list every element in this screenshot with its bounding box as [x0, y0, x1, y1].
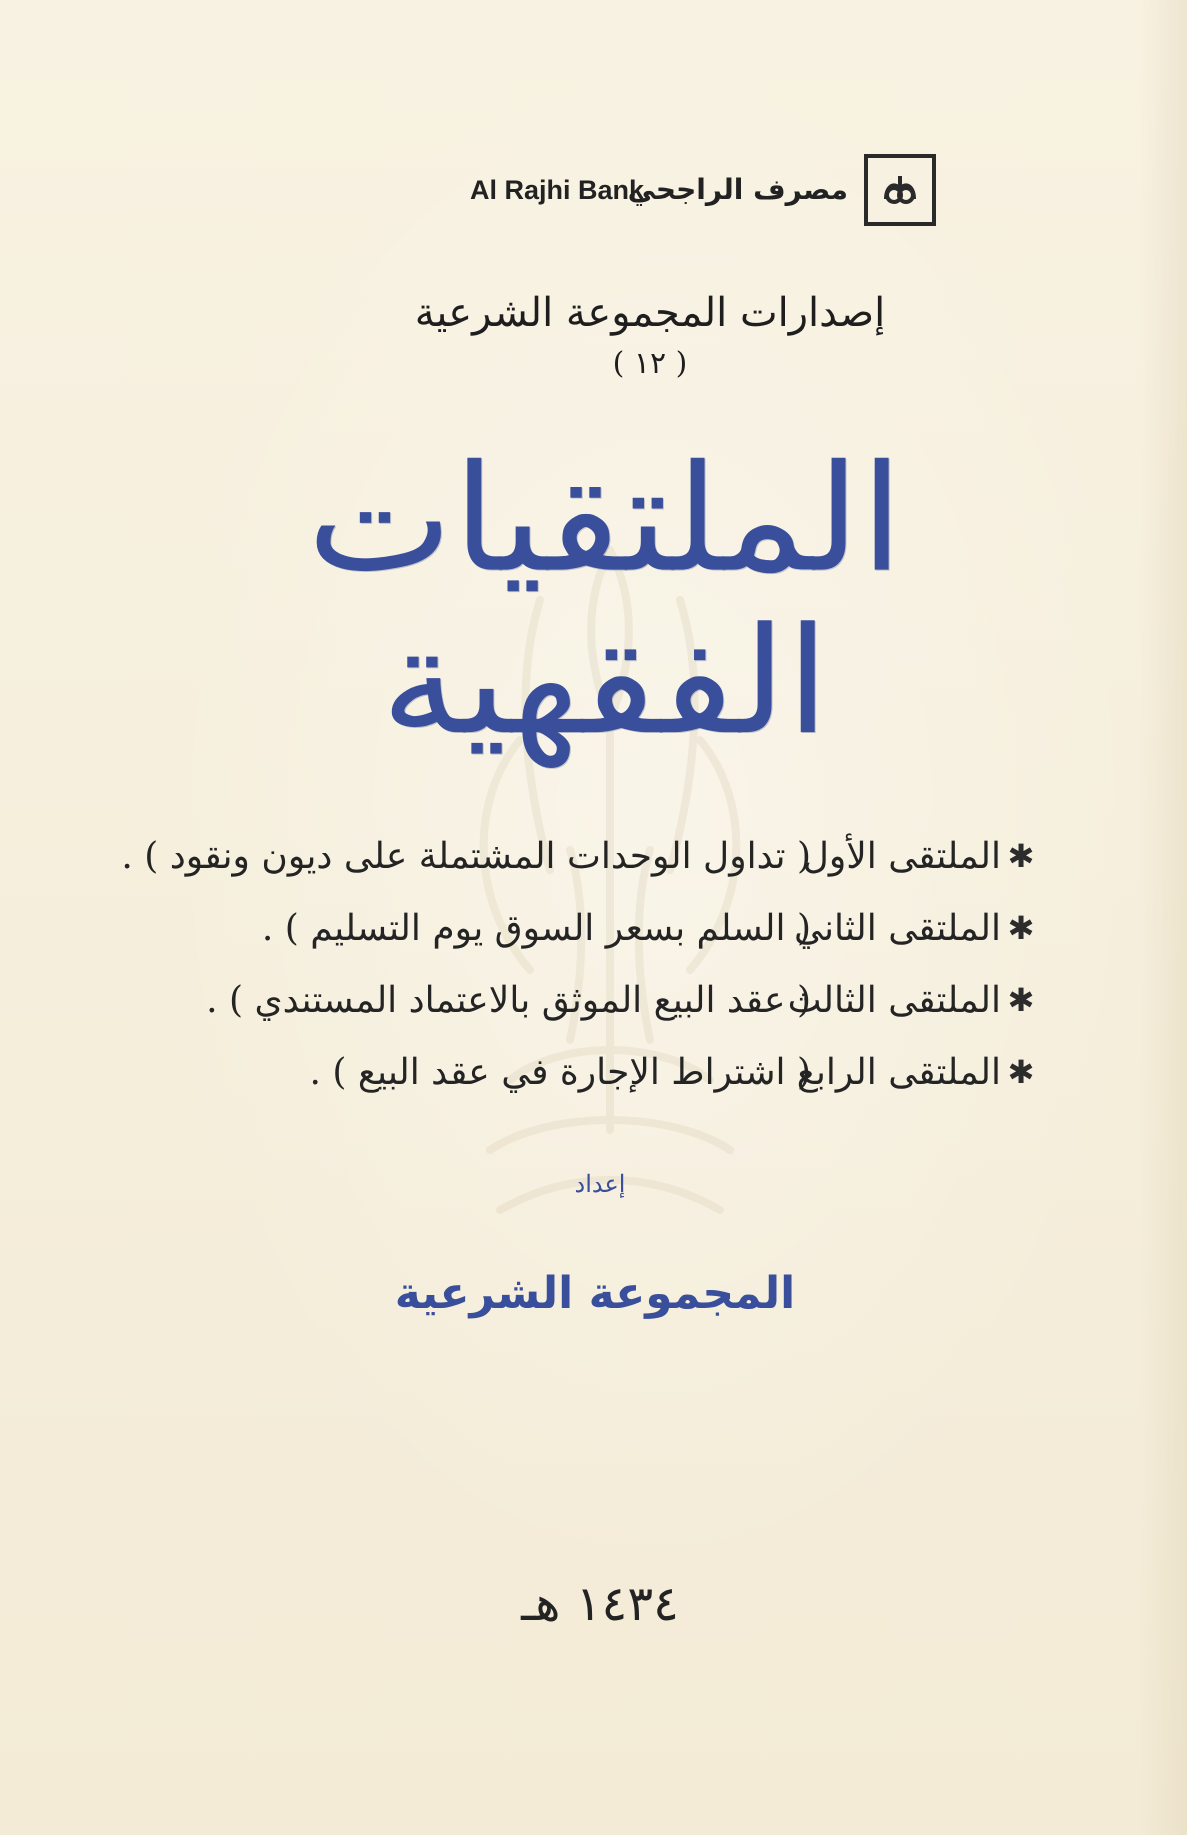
seminar-label: الملتقى الرابع [796, 1051, 1001, 1093]
seminar-description: ( تداول الوحدات المشتملة على ديون ونقود ) . [121, 835, 811, 877]
author-name: المجموعة الشرعية [394, 1268, 796, 1319]
publication-year: ١٤٣٤ هـ [521, 1576, 679, 1632]
prepared-by-label: إعداد [574, 1170, 626, 1198]
seminar-item-2 [137, 892, 1037, 964]
seminar-item-1 [121, 820, 1037, 892]
seminar-description: ( السلم بسعر السوق يوم التسليم ) . [261, 907, 811, 949]
seminar-list [121, 820, 1037, 1108]
seminar-description: ( عقد البيع الموثق بالاعتماد المستندي ) . [206, 979, 811, 1021]
asterisk-bullet-icon: ✱ [1007, 837, 1035, 875]
asterisk-bullet-icon: ✱ [1007, 981, 1035, 1019]
series-number: ( ١٢ ) [612, 346, 688, 381]
seminar-item-4 [137, 1036, 1037, 1108]
asterisk-bullet-icon: ✱ [1007, 909, 1035, 947]
asterisk-bullet-icon: ✱ [1007, 1053, 1035, 1091]
bank-name-english: Al Rajhi Bank [470, 175, 645, 205]
bank-name-arabic: مصرف الراجحي [627, 173, 848, 206]
seminar-label: الملتقى الثالث [787, 979, 1001, 1021]
seminar-label: الملتقى الأول [802, 835, 1001, 877]
seminar-description: ( اشتراط الإجارة في عقد البيع ) . [309, 1051, 811, 1093]
seminar-item-3 [137, 964, 1037, 1036]
paper-edge-shadow [1139, 0, 1187, 1835]
bank-branding [470, 154, 940, 234]
al-rajhi-bank-logo-icon [864, 154, 936, 226]
seminar-label: الملتقى الثاني [793, 907, 1001, 949]
book-main-title: الملتقيات الفقهية [306, 432, 904, 767]
series-title: إصدارات المجموعة الشرعية [414, 290, 886, 336]
